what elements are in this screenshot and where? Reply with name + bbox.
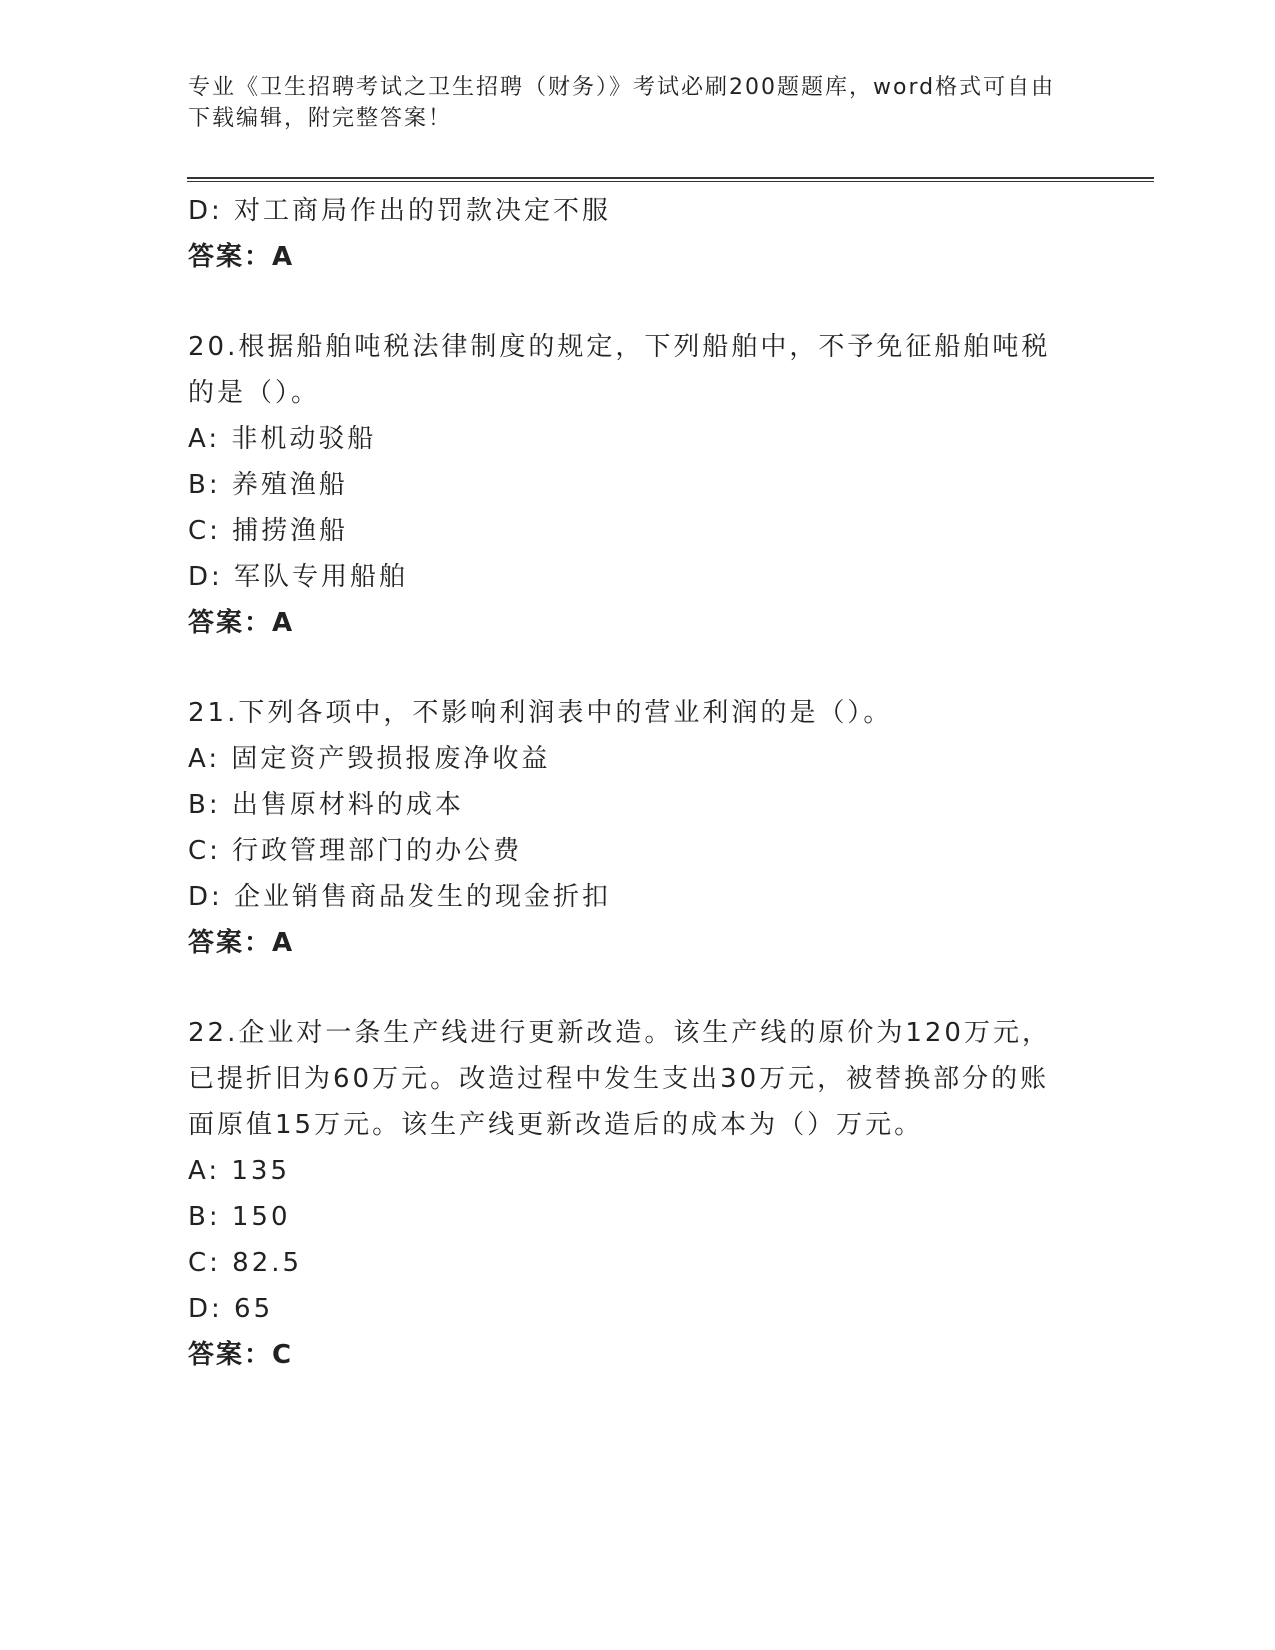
option-a: A: 135 [188,1156,290,1186]
question-list [188,188,1088,1378]
option-c: C: 行政管理部门的办公费 [188,836,523,866]
option-b: B: 养殖渔船 [188,470,348,500]
answer-label: 答案：A [188,242,295,272]
option-d: D: 65 [188,1294,274,1324]
option-c: C: 捕捞渔船 [188,516,349,546]
answer-label: 答案：C [188,1340,294,1370]
question-21 [188,690,1088,966]
option-c: C: 82.5 [188,1248,303,1278]
question-19 [188,188,1088,280]
question-22 [188,1010,1088,1378]
question-20 [188,324,1088,646]
question-stem: 20.根据船舶吨税法律制度的规定，下列船舶中，不予免征船舶吨税的是（）。 [188,332,1051,408]
spacer [188,966,1088,1010]
option-a: A: 固定资产毁损报废净收益 [188,744,551,774]
document-header: 专业《卫生招聘考试之卫生招聘（财务）》考试必刷200题题库，word格式可自由下载编辑，附完整答案！ [188,75,1056,131]
answer-label: 答案：A [188,928,295,958]
question-stem: 22.企业对一条生产线进行更新改造。该生产线的原价为120万元，已提折旧为60万元。改造过程中发生支出30万元，被替换部分的账面原值15万元。该生产线更新改造后的成本为（）万元。 [188,1018,1051,1140]
option-b: B: 出售原材料的成本 [188,790,464,820]
option-d: D: 军队专用船舶 [188,562,409,592]
spacer [188,646,1088,690]
answer-label: 答案：A [188,608,295,638]
question-stem: 21.下列各项中，不影响利润表中的营业利润的是（）。 [188,698,893,728]
spacer [188,280,1088,324]
option-d: D: 对工商局作出的罚款决定不服 [188,196,612,226]
option-a: A: 非机动驳船 [188,424,377,454]
option-b: B: 150 [188,1202,291,1232]
option-d: D: 企业销售商品发生的现金折扣 [188,882,612,912]
header-divider [187,177,1154,182]
